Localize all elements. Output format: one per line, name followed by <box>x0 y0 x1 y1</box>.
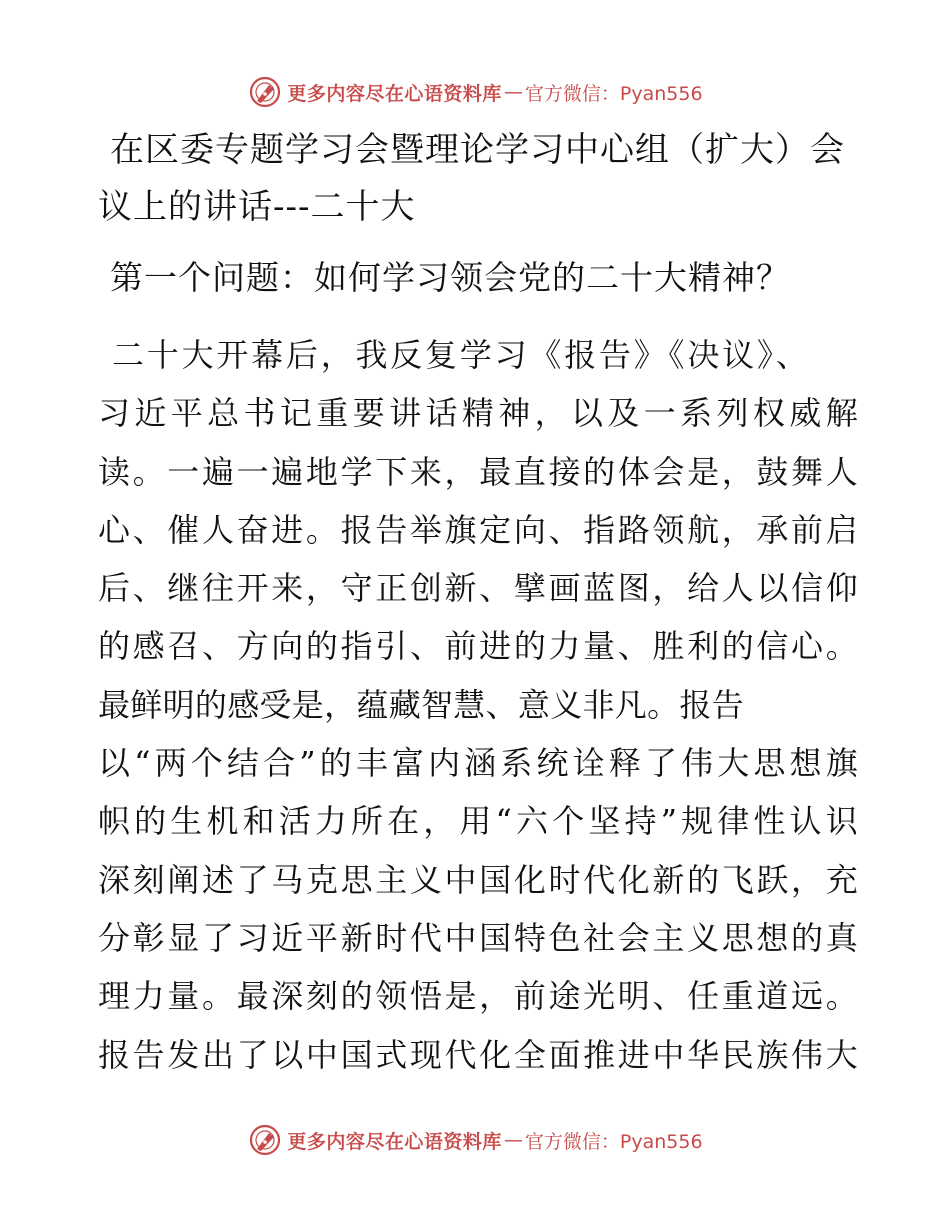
paragraph-line: 以“两个结合”的丰富内涵系统诠释了伟大思想旗 <box>98 744 858 783</box>
body-paragraph <box>98 326 858 1084</box>
watermark-separator: — <box>503 1129 523 1151</box>
watermark-text: 更多内容尽在心语资料库 <box>287 1130 502 1153</box>
document-title <box>98 122 858 236</box>
watermark-separator: — <box>503 81 523 103</box>
header-watermark <box>0 72 950 112</box>
paragraph-line: 习近平总书记重要讲话精神，以及一系列权威解 <box>98 394 858 433</box>
title-line-2: 议上的讲话---二十大 <box>98 187 416 227</box>
paragraph-line: 后、继往开来，守正创新、擘画蓝图，给人以信仰 <box>98 569 858 608</box>
paragraph-line: 心、催人奋进。报告举旗定向、指路领航，承前启 <box>98 510 858 549</box>
pen-nib-circle-icon <box>247 1122 283 1158</box>
pen-nib-circle-icon <box>247 74 283 110</box>
footer-watermark <box>0 1120 950 1160</box>
paragraph-line: 帜的生机和活力所在，用“六个坚持”规律性认识 <box>98 802 858 841</box>
watermark-wechat: 官方微信：Pyan556 <box>524 1130 703 1153</box>
watermark-wechat: 官方微信：Pyan556 <box>524 82 703 105</box>
section-heading: 第一个问题：如何学习领会党的二十大精神？ <box>110 258 790 297</box>
paragraph-line: 深刻阐述了马克思主义中国化时代化新的飞跃，充 <box>98 860 858 899</box>
paragraph-line: 报告发出了以中国式现代化全面推进中华民族伟大 <box>98 1035 858 1074</box>
watermark-text: 更多内容尽在心语资料库 <box>287 82 502 105</box>
paragraph-line: 分彰显了习近平新时代中国特色社会主义思想的真 <box>98 918 858 957</box>
paragraph-line: 最鲜明的感受是，蕴藏智慧、意义非凡。报告 <box>98 685 745 724</box>
paragraph-line: 的感召、方向的指引、前进的力量、胜利的信心。 <box>98 627 858 666</box>
paragraph-line: 理力量。最深刻的领悟是，前途光明、任重道远。 <box>98 977 858 1016</box>
paragraph-line: 二十大开幕后，我反复学习《报告》《决议》、 <box>112 336 808 374</box>
title-line-1: 在区委专题学习会暨理论学习中心组（扩大）会 <box>110 130 845 170</box>
paragraph-line: 读。一遍一遍地学下来，最直接的体会是，鼓舞人 <box>98 452 858 491</box>
